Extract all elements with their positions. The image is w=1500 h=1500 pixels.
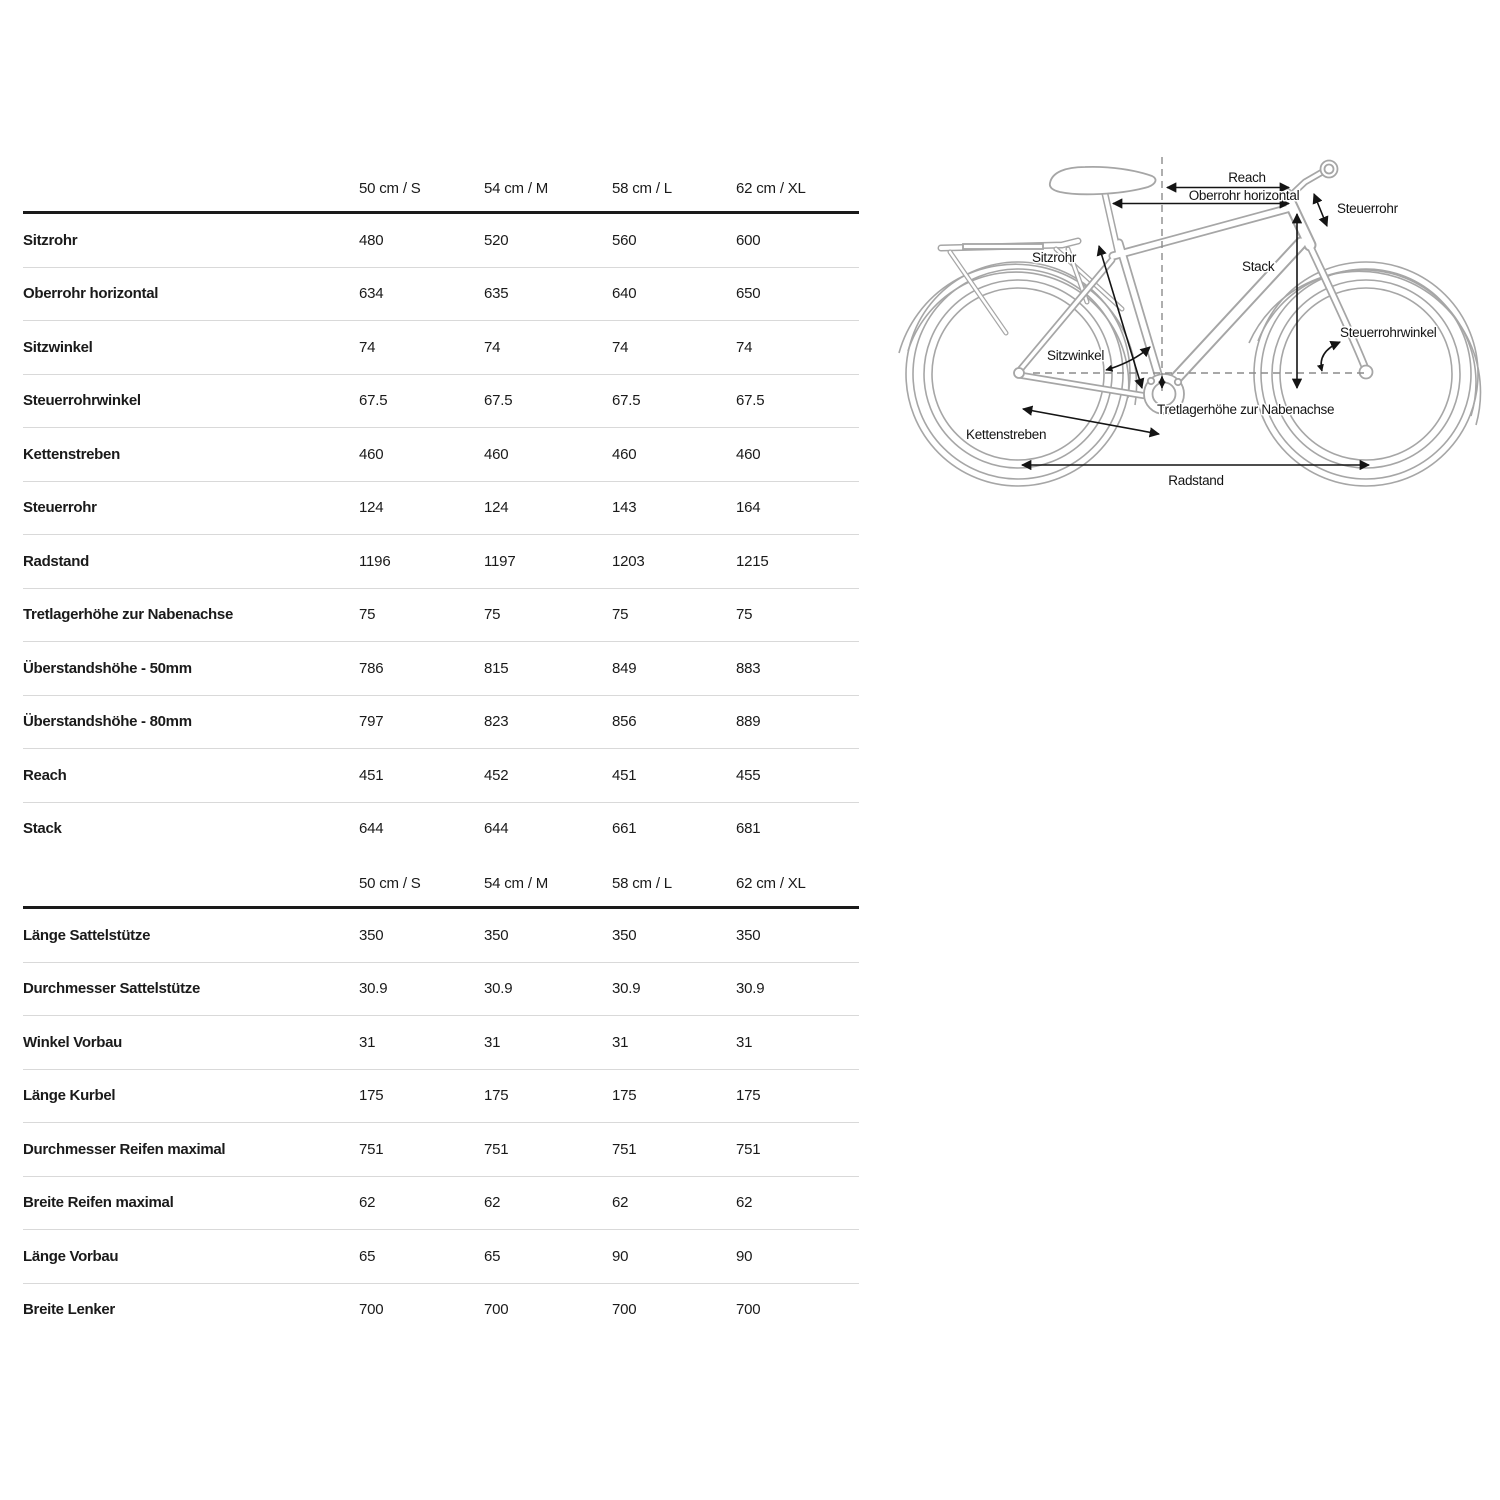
value-cell: 30.9 bbox=[736, 980, 765, 998]
value-cell: 67.5 bbox=[612, 392, 641, 410]
value-cell: 74 bbox=[736, 338, 753, 356]
value-cell: 175 bbox=[359, 1087, 384, 1105]
row-label: Oberrohr horizontal bbox=[23, 285, 159, 303]
frame-geometry-table bbox=[23, 165, 859, 855]
value-cell: 644 bbox=[484, 820, 509, 838]
value-cell: 30.9 bbox=[359, 980, 388, 998]
row-label: Überstandshöhe - 80mm bbox=[23, 713, 192, 731]
size-column-header: 54 cm / M bbox=[484, 874, 549, 892]
value-cell: 350 bbox=[736, 926, 761, 944]
bike-geometry-diagram bbox=[890, 140, 1500, 520]
row-label: Kettenstreben bbox=[23, 445, 120, 463]
value-cell: 1203 bbox=[612, 552, 645, 570]
rack-slat bbox=[963, 244, 1043, 249]
oberrohr-label: Oberrohr horizontal bbox=[1188, 188, 1300, 203]
size-column-header: 58 cm / L bbox=[612, 874, 672, 892]
corner-cell bbox=[23, 165, 359, 213]
value-cell: 751 bbox=[612, 1140, 637, 1158]
table-row bbox=[23, 535, 859, 589]
value-cell: 75 bbox=[484, 606, 501, 624]
table-row bbox=[23, 749, 859, 803]
value-cell: 600 bbox=[736, 231, 761, 249]
value-cell: 30.9 bbox=[484, 980, 513, 998]
row-label: Reach bbox=[23, 766, 67, 784]
value-cell: 460 bbox=[359, 445, 384, 463]
value-cell: 460 bbox=[736, 445, 761, 463]
value-cell: 75 bbox=[612, 606, 629, 624]
value-cell: 124 bbox=[484, 499, 509, 517]
value-cell: 856 bbox=[612, 713, 637, 731]
row-label: Durchmesser Reifen maximal bbox=[23, 1140, 226, 1158]
value-cell: 30.9 bbox=[612, 980, 641, 998]
value-cell: 700 bbox=[484, 1301, 509, 1319]
row-label: Sitzrohr bbox=[23, 231, 78, 249]
value-cell: 700 bbox=[612, 1301, 637, 1319]
value-cell: 451 bbox=[612, 766, 637, 784]
value-cell: 90 bbox=[736, 1247, 753, 1265]
stack-label: Stack bbox=[1242, 259, 1275, 274]
value-cell: 1197 bbox=[484, 552, 516, 570]
value-cell: 560 bbox=[612, 231, 637, 249]
value-cell: 681 bbox=[736, 820, 761, 838]
value-cell: 65 bbox=[484, 1247, 501, 1265]
table-row bbox=[23, 267, 859, 321]
value-cell: 67.5 bbox=[484, 392, 513, 410]
corner-cell bbox=[23, 860, 359, 908]
radstand-label: Radstand bbox=[1168, 473, 1224, 488]
row-label: Tretlagerhöhe zur Nabenachse bbox=[23, 606, 234, 624]
value-cell: 74 bbox=[484, 338, 501, 356]
saddle bbox=[1050, 167, 1156, 194]
row-label: Länge Vorbau bbox=[23, 1247, 119, 1265]
value-cell: 520 bbox=[484, 231, 509, 249]
table-row bbox=[23, 908, 859, 963]
value-cell: 75 bbox=[359, 606, 376, 624]
size-column-header: 54 cm / M bbox=[484, 179, 549, 197]
value-cell: 634 bbox=[359, 285, 384, 303]
value-cell: 175 bbox=[484, 1087, 509, 1105]
table-row bbox=[23, 1069, 859, 1123]
table-row bbox=[23, 321, 859, 375]
value-cell: 62 bbox=[612, 1194, 629, 1212]
table-row bbox=[23, 1123, 859, 1177]
reach-label: Reach bbox=[1228, 170, 1266, 185]
value-cell: 650 bbox=[736, 285, 761, 303]
value-cell: 124 bbox=[359, 499, 384, 517]
table-row bbox=[23, 695, 859, 749]
value-cell: 849 bbox=[612, 659, 637, 677]
value-cell: 62 bbox=[359, 1194, 376, 1212]
table-row bbox=[23, 213, 859, 268]
table-row bbox=[23, 642, 859, 696]
value-cell: 350 bbox=[612, 926, 637, 944]
value-cell: 62 bbox=[736, 1194, 753, 1212]
value-cell: 460 bbox=[612, 445, 637, 463]
value-cell: 350 bbox=[359, 926, 384, 944]
header-row bbox=[23, 165, 859, 213]
value-cell: 889 bbox=[736, 713, 761, 731]
value-cell: 31 bbox=[612, 1033, 629, 1051]
value-cell: 143 bbox=[612, 499, 637, 517]
table-row bbox=[23, 588, 859, 642]
table-row bbox=[23, 802, 859, 855]
row-label: Breite Lenker bbox=[23, 1301, 115, 1319]
value-cell: 644 bbox=[359, 820, 384, 838]
value-cell: 640 bbox=[612, 285, 637, 303]
value-cell: 175 bbox=[612, 1087, 637, 1105]
row-label: Radstand bbox=[23, 552, 89, 570]
value-cell: 90 bbox=[612, 1247, 629, 1265]
value-cell: 175 bbox=[736, 1087, 761, 1105]
value-cell: 700 bbox=[359, 1301, 384, 1319]
size-column-header: 50 cm / S bbox=[359, 874, 421, 892]
kettenstreben-label: Kettenstreben bbox=[966, 427, 1047, 442]
value-cell: 67.5 bbox=[359, 392, 388, 410]
value-cell: 751 bbox=[736, 1140, 761, 1158]
value-cell: 164 bbox=[736, 499, 761, 517]
value-cell: 883 bbox=[736, 659, 761, 677]
row-label: Breite Reifen maximal bbox=[23, 1194, 174, 1212]
front-dropout bbox=[1360, 366, 1373, 379]
value-cell: 67.5 bbox=[736, 392, 765, 410]
row-label: Durchmesser Sattelstütze bbox=[23, 980, 201, 998]
size-column-header: 50 cm / S bbox=[359, 179, 421, 197]
size-column-header: 62 cm / XL bbox=[736, 179, 806, 197]
table-row bbox=[23, 962, 859, 1016]
tretlagerhoehe-label: Tretlagerhöhe zur Nabenachse bbox=[1157, 402, 1335, 417]
value-cell: 31 bbox=[736, 1033, 753, 1051]
value-cell: 452 bbox=[484, 766, 509, 784]
rear-dropout bbox=[1014, 368, 1024, 378]
table-row bbox=[23, 1016, 859, 1070]
row-label: Sitzwinkel bbox=[23, 338, 93, 356]
row-label: Steuerrohr bbox=[23, 499, 97, 517]
steuerrohr-label: Steuerrohr bbox=[1337, 201, 1398, 216]
value-cell: 350 bbox=[484, 926, 509, 944]
value-cell: 635 bbox=[484, 285, 509, 303]
steuerrohr-arrow bbox=[1314, 194, 1327, 226]
table-row bbox=[23, 428, 859, 482]
value-cell: 1196 bbox=[359, 552, 391, 570]
value-cell: 823 bbox=[484, 713, 509, 731]
steuerrohrwinkel-label: Steuerrohrwinkel bbox=[1340, 325, 1437, 340]
value-cell: 700 bbox=[736, 1301, 761, 1319]
header-row bbox=[23, 860, 859, 908]
table-row bbox=[23, 1283, 859, 1336]
size-column-header: 62 cm / XL bbox=[736, 874, 806, 892]
sitzwinkel-label: Sitzwinkel bbox=[1047, 348, 1105, 363]
size-column-header: 58 cm / L bbox=[612, 179, 672, 197]
value-cell: 797 bbox=[359, 713, 384, 731]
value-cell: 62 bbox=[484, 1194, 501, 1212]
row-label: Winkel Vorbau bbox=[23, 1033, 123, 1051]
sitzrohr-label: Sitzrohr bbox=[1032, 250, 1077, 265]
rear-fender bbox=[899, 264, 1137, 405]
value-cell: 815 bbox=[484, 659, 509, 677]
handlebar-grip bbox=[1321, 161, 1338, 178]
value-cell: 480 bbox=[359, 231, 384, 249]
row-label: Überstandshöhe - 50mm bbox=[23, 659, 192, 677]
value-cell: 31 bbox=[484, 1033, 501, 1051]
value-cell: 751 bbox=[359, 1140, 384, 1158]
table-row bbox=[23, 1176, 859, 1230]
bike-diagram-svg bbox=[890, 140, 1500, 520]
value-cell: 74 bbox=[612, 338, 629, 356]
table-row bbox=[23, 374, 859, 428]
value-cell: 455 bbox=[736, 766, 761, 784]
value-cell: 31 bbox=[359, 1033, 376, 1051]
value-cell: 74 bbox=[359, 338, 376, 356]
value-cell: 75 bbox=[736, 606, 753, 624]
row-label: Länge Kurbel bbox=[23, 1087, 116, 1105]
row-label: Stack bbox=[23, 820, 62, 838]
table-row bbox=[23, 1230, 859, 1284]
table-row bbox=[23, 481, 859, 535]
row-label: Steuerrohrwinkel bbox=[23, 392, 141, 410]
component-dimensions-table bbox=[23, 860, 859, 1336]
value-cell: 451 bbox=[359, 766, 384, 784]
steuerrohrwinkel-arc bbox=[1321, 342, 1340, 371]
value-cell: 786 bbox=[359, 659, 384, 677]
value-cell: 661 bbox=[612, 820, 637, 838]
value-cell: 751 bbox=[484, 1140, 509, 1158]
value-cell: 65 bbox=[359, 1247, 376, 1265]
value-cell: 460 bbox=[484, 445, 509, 463]
value-cell: 1215 bbox=[736, 552, 769, 570]
row-label: Länge Sattelstütze bbox=[23, 926, 151, 944]
